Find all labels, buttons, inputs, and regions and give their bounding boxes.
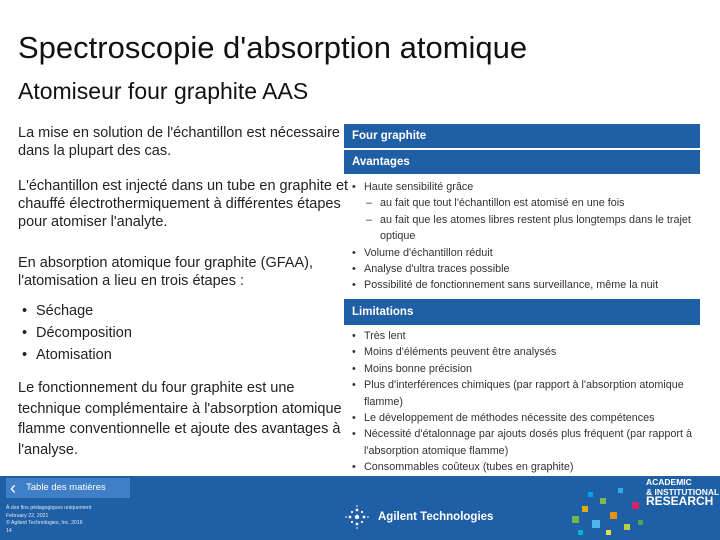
- agilent-logo: [344, 504, 493, 530]
- list-item: – au fait que tout l'échantillon est atomisé en une fois: [352, 195, 694, 211]
- list-item: • Séchage: [22, 300, 132, 322]
- list-item: • Très lent: [352, 328, 694, 344]
- chevron-left-icon: ‹: [10, 478, 16, 498]
- footer-meta: [6, 505, 91, 535]
- brand-name: Agilent Technologies: [378, 511, 494, 523]
- list-item: • Le développement de méthodes nécessite des compétences: [352, 410, 694, 426]
- list-item: • Plus d'interférences chimiques (par rapport à l'absorption atomique flamme): [352, 377, 694, 410]
- list-item: • Nécessité d'étalonnage par ajouts dosés plus fréquent (par rapport à l'absorption atomique flamme): [352, 426, 694, 459]
- list-item: • Haute sensibilité grâce: [352, 179, 694, 195]
- footer-date: February 22, 2021: [6, 512, 49, 519]
- conclusion-paragraph: Le fonctionnement du four graphite est une technique complémentaire à l'absorption atomique flamme conventionnelle et ajoute des avantages à l'analyse.: [18, 380, 342, 458]
- academic-research-logo: [646, 478, 719, 507]
- list-item: • Volume d'échantillon réduit: [352, 245, 694, 261]
- decorative-dots-icon: [566, 476, 656, 540]
- stages-paragraph: En absorption atomique four graphite (GFAA), l'atomisation a lieu en trois étapes :: [18, 255, 313, 289]
- academic-line-2: & INSTITUTIONAL: [646, 486, 720, 497]
- list-item: • Moins d'éléments peuvent être analysés: [352, 344, 694, 360]
- list-item: • Analyse d'ultra traces possible: [352, 261, 694, 277]
- page-number: 14: [6, 527, 12, 534]
- spark-icon: [344, 504, 370, 530]
- academic-line-1: ACADEMIC: [646, 477, 692, 487]
- limitations-header: Limitations: [344, 299, 700, 325]
- advantages-list: [352, 179, 694, 294]
- table-of-contents-button[interactable]: [6, 478, 130, 498]
- stages-list: [22, 300, 132, 366]
- academic-line-3: RESEARCH: [646, 494, 714, 508]
- list-item: • Atomisation: [22, 344, 132, 366]
- panel-header: Four graphite: [344, 124, 700, 148]
- injection-paragraph: L'échantillon est injecté dans un tube en graphite et chauffé électrothermiquement à différentes étapes pour atomiser l'analyte.: [18, 178, 349, 230]
- limitations-list: [352, 328, 694, 476]
- footer-copyright: © Agilent Technologies, Inc. 2016: [6, 520, 83, 527]
- footer-note: À des fins pédagogiques uniquement: [6, 505, 92, 511]
- list-item: • Moins bonne précision: [352, 361, 694, 377]
- toc-label: Table des matières: [26, 482, 106, 493]
- list-item: • Consommables coûteux (tubes en graphite): [352, 459, 694, 475]
- list-item: • Décomposition: [22, 322, 132, 344]
- list-item: – au fait que les atomes libres restent plus longtemps dans le trajet optique: [352, 212, 694, 245]
- slide-subtitle: Atomiseur four graphite AAS: [18, 78, 309, 104]
- slide-title: Spectroscopie d'absorption atomique: [18, 30, 528, 65]
- advantages-header: Avantages: [344, 150, 700, 174]
- list-item: • Possibilité de fonctionnement sans surveillance, même la nuit: [352, 277, 694, 293]
- intro-paragraph: La mise en solution de l'échantillon est nécessaire dans la plupart des cas.: [18, 125, 340, 159]
